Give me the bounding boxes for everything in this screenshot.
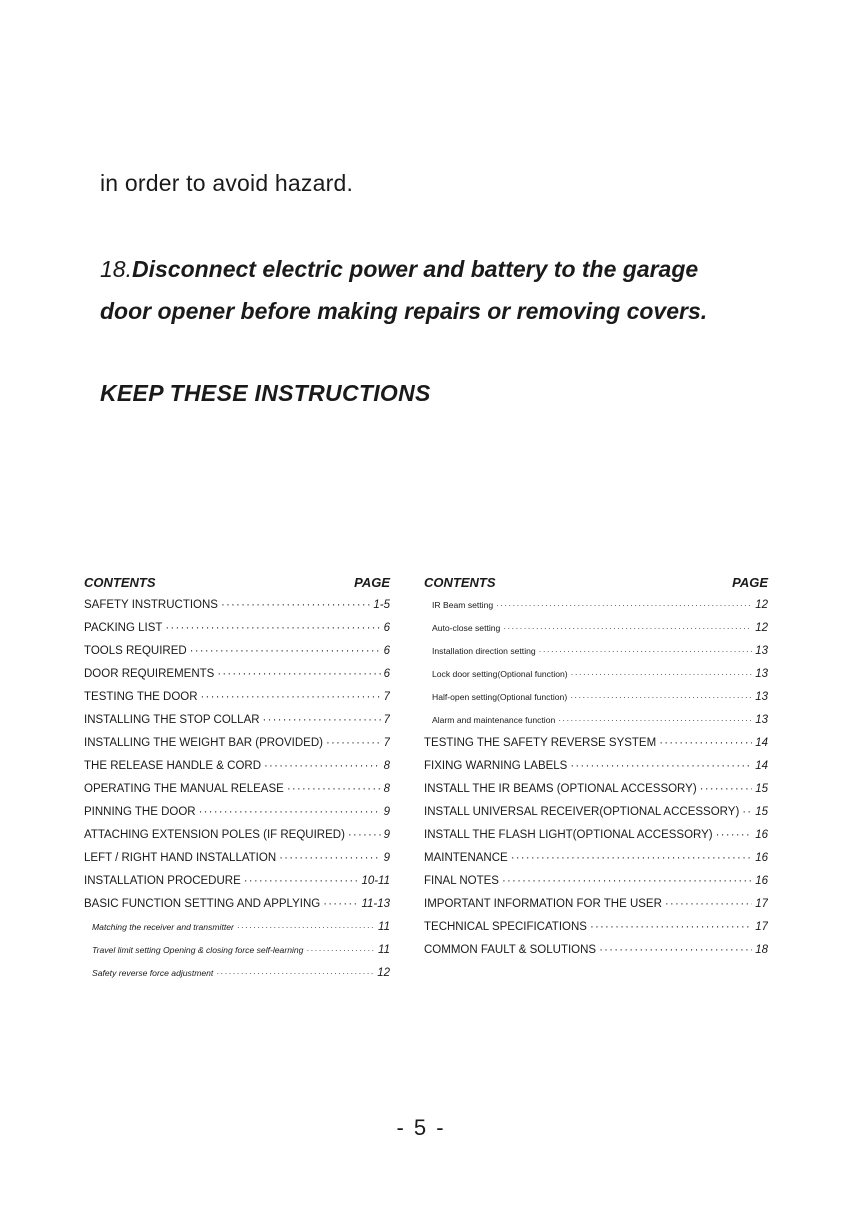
toc-entry-page: 7 (383, 714, 390, 726)
toc-entry (84, 594, 390, 617)
toc-entry-page: 9 (383, 806, 390, 818)
toc-entry-title: ATTACHING EXTENSION POLES (IF REQUIRED) (84, 829, 345, 841)
toc-entry (424, 732, 768, 755)
page-number: - 5 - (396, 1115, 446, 1140)
toc-entry-page: 14 (755, 760, 768, 772)
toc-header (84, 574, 390, 594)
toc-entry-title: IMPORTANT INFORMATION FOR THE USER (424, 898, 662, 910)
toc-entry-page: 6 (383, 645, 390, 657)
toc-entry (424, 870, 768, 893)
toc-entry (84, 755, 390, 778)
toc-entry-title: INSTALLATION PROCEDURE (84, 875, 241, 887)
toc-entry-title: Auto-close setting (432, 623, 501, 633)
toc-entry-title: TECHNICAL SPECIFICATIONS (424, 921, 587, 933)
toc-entry-page: 11 (378, 944, 390, 956)
toc-entry-page: 1-5 (373, 599, 390, 611)
toc-entry-page: 9 (383, 852, 390, 864)
toc-entry-title: INSTALL THE IR BEAMS (OPTIONAL ACCESSORY) (424, 783, 697, 795)
toc-header (424, 574, 768, 594)
toc-entry-page: 9 (383, 829, 390, 841)
toc-entry-title: FINAL NOTES (424, 875, 499, 887)
toc-entry-title: PINNING THE DOOR (84, 806, 196, 818)
toc-entry-title: LEFT / RIGHT HAND INSTALLATION (84, 852, 277, 864)
toc-entry (424, 916, 768, 939)
toc-subentry (424, 617, 768, 640)
toc-entry (84, 640, 390, 663)
toc-entry-page: 7 (383, 691, 390, 703)
toc-entry (424, 847, 768, 870)
toc-entry-page: 16 (755, 829, 768, 841)
toc-entry-page: 15 (755, 783, 768, 795)
toc-subentry (424, 640, 768, 663)
toc-entry-title: TESTING THE SAFETY REVERSE SYSTEM (424, 737, 657, 749)
toc-entry-title: Alarm and maintenance function (432, 715, 556, 725)
toc-entry-title: TOOLS REQUIRED (84, 645, 187, 657)
toc-entry (84, 847, 390, 870)
toc-entry-title: INSTALLING THE WEIGHT BAR (PROVIDED) (84, 737, 323, 749)
toc-subentry (84, 939, 390, 962)
toc-entry-page: 11-13 (361, 898, 390, 910)
toc-entry-page: 13 (755, 645, 768, 657)
page-heading: PAGE (354, 575, 390, 590)
rule-number: 18. (100, 256, 132, 282)
toc-entry-title: FIXING WARNING LABELS (424, 760, 568, 772)
toc-entry-title: Travel limit setting Opening & closing force self-learning (92, 945, 304, 955)
toc-entry-page: 12 (755, 622, 768, 634)
toc-entry-title: Half-open setting(Optional function) (432, 692, 568, 702)
toc-entry-page: 11 (378, 921, 390, 933)
intro-text: in order to avoid hazard. (100, 170, 354, 196)
toc-entry-title: OPERATING THE MANUAL RELEASE (84, 783, 284, 795)
toc-entry (84, 709, 390, 732)
toc-entry (424, 801, 768, 824)
toc-subentry (424, 594, 768, 617)
toc-entry (84, 686, 390, 709)
toc-entry-page: 17 (755, 898, 768, 910)
toc-entry (84, 801, 390, 824)
toc-entry-title: Lock door setting(Optional function) (432, 669, 568, 679)
toc-subentry (424, 686, 768, 709)
toc-entry (84, 778, 390, 801)
toc-entry-page: 16 (755, 852, 768, 864)
toc-entry-title: TESTING THE DOOR (84, 691, 198, 703)
toc-entry (84, 732, 390, 755)
toc-entry-title: BASIC FUNCTION SETTING AND APPLYING (84, 898, 321, 910)
contents-heading: CONTENTS (424, 575, 496, 590)
toc-right-column (424, 574, 768, 962)
toc-entry-title: INSTALL THE FLASH LIGHT(OPTIONAL ACCESSORY) (424, 829, 713, 841)
rule-text-line-1: Disconnect electric power and battery to the garage (131, 256, 699, 282)
toc-entry (84, 893, 390, 916)
toc-entry-page: 14 (755, 737, 768, 749)
page-heading: PAGE (732, 575, 768, 590)
toc-subentry (84, 916, 390, 939)
toc-entry-title: PACKING LIST (84, 622, 163, 634)
toc-entry (424, 778, 768, 801)
toc-entry-page: 15 (755, 806, 768, 818)
toc-left-column (84, 574, 390, 985)
toc-entry-page: 16 (755, 875, 768, 887)
toc-entry-page: 8 (383, 783, 390, 795)
toc-entry-page: 7 (383, 737, 390, 749)
toc-entry-page: 6 (383, 622, 390, 634)
toc-entry-page: 13 (755, 668, 768, 680)
safety-rule-18 (100, 256, 790, 283)
toc-entry-page: 6 (383, 668, 390, 680)
toc-entry-page: 18 (755, 944, 768, 956)
toc-entry-title: SAFETY INSTRUCTIONS (84, 599, 218, 611)
toc-subentry (424, 663, 768, 686)
toc-entry-page: 10-11 (361, 875, 390, 887)
toc-entry (424, 939, 768, 962)
toc-entry-page: 8 (383, 760, 390, 772)
toc-entry-page: 12 (377, 967, 390, 979)
keep-instructions-heading: KEEP THESE INSTRUCTIONS (100, 380, 431, 406)
toc-entry-title: MAINTENANCE (424, 852, 508, 864)
toc-entry-page: 17 (755, 921, 768, 933)
toc-entry-title: DOOR REQUIREMENTS (84, 668, 215, 680)
toc-subentry (84, 962, 390, 985)
toc-entry-title: Installation direction setting (432, 646, 536, 656)
toc-entry-title: INSTALLING THE STOP COLLAR (84, 714, 260, 726)
toc-entry-title: Safety reverse force adjustment (92, 968, 214, 978)
toc-entry (84, 617, 390, 640)
contents-heading: CONTENTS (84, 575, 156, 590)
toc-entry (84, 824, 390, 847)
toc-entry-title: Matching the receiver and transmitter (92, 922, 234, 932)
toc-entry (424, 824, 768, 847)
toc-entry-title: COMMON FAULT & SOLUTIONS (424, 944, 597, 956)
toc-entry-page: 13 (755, 714, 768, 726)
toc-entry-title: IR Beam setting (432, 600, 494, 610)
toc-entry (84, 870, 390, 893)
rule-text-line-2: door opener before making repairs or removing covers. (100, 298, 708, 324)
toc-entry-page: 12 (755, 599, 768, 611)
toc-entry (424, 893, 768, 916)
toc-entry (424, 755, 768, 778)
toc-entry-title: THE RELEASE HANDLE & CORD (84, 760, 262, 772)
toc-entry-page: 13 (755, 691, 768, 703)
toc-entry (84, 663, 390, 686)
toc-subentry (424, 709, 768, 732)
toc-entry-title: INSTALL UNIVERSAL RECEIVER(OPTIONAL ACCESSORY) (424, 806, 740, 818)
